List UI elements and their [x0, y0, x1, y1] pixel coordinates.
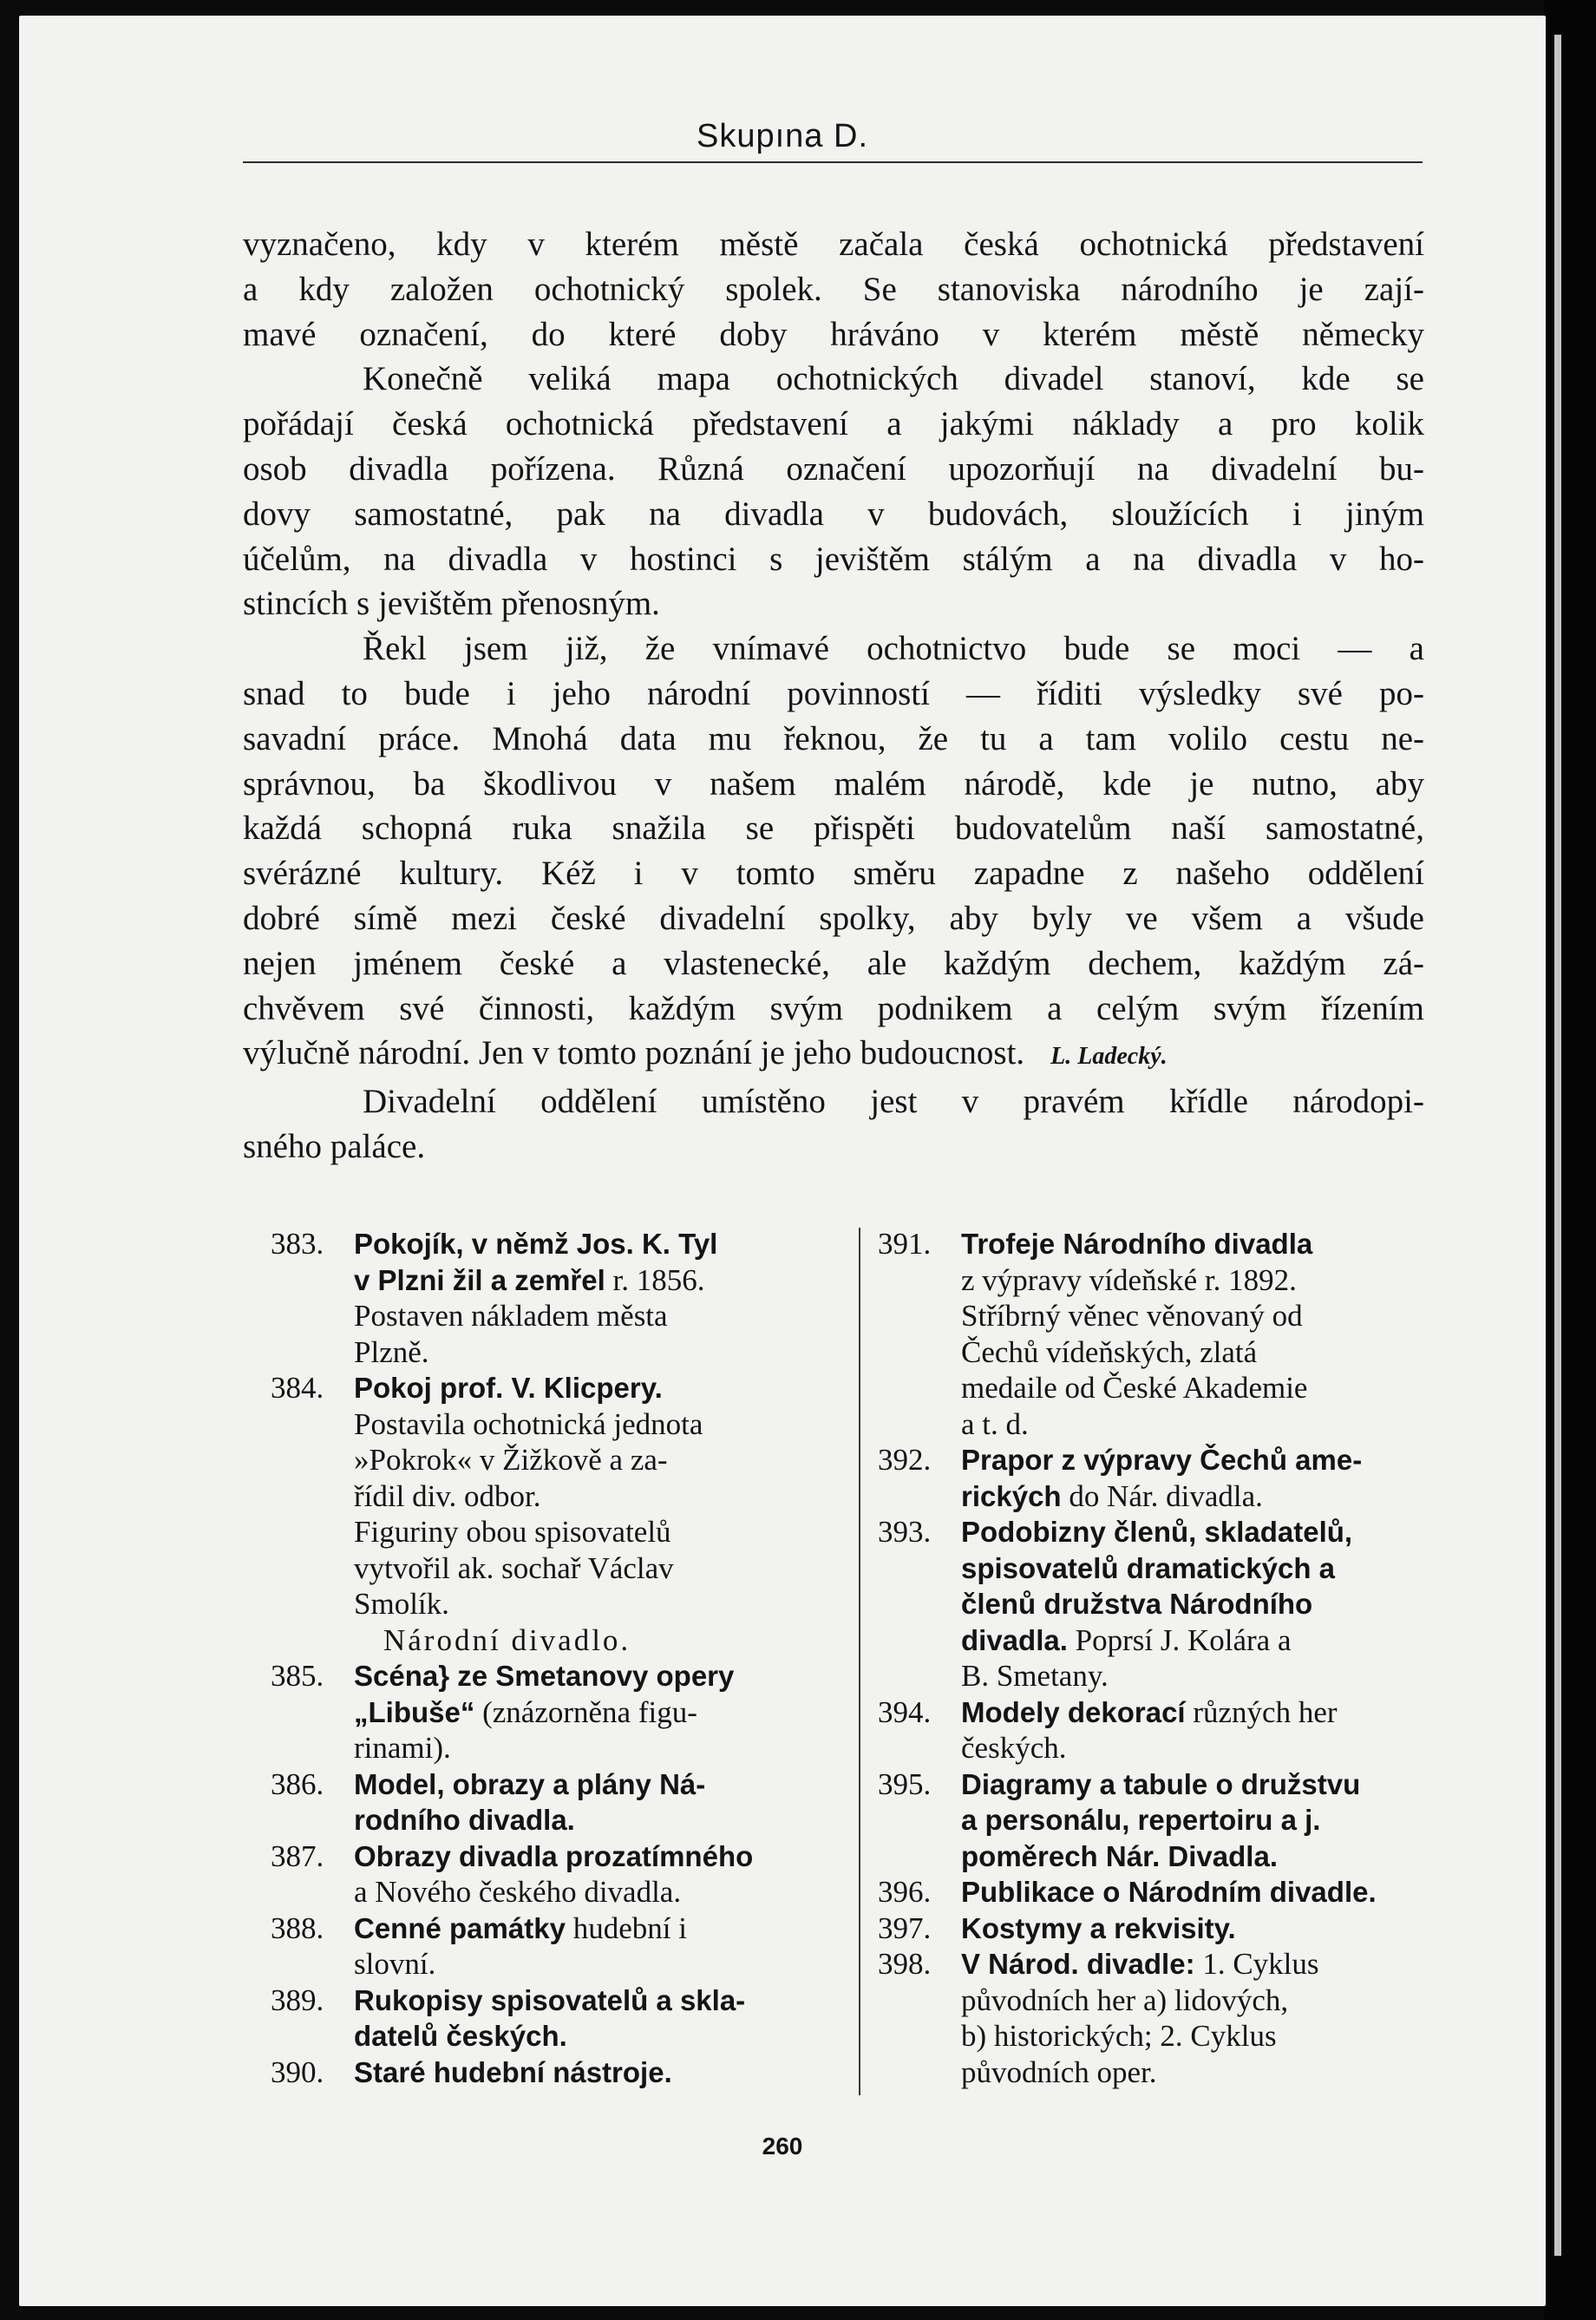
exhibit-392	[878, 1442, 1433, 1478]
exhibit-text	[961, 1694, 1433, 1731]
exhibit-number: 393.	[878, 1515, 932, 1549]
exhibit-title: a personálu, repertoiru a j.	[961, 1804, 1321, 1836]
exhibit-397	[878, 1910, 1433, 1947]
exhibit-title: Pokoj prof. V. Klicpery.	[354, 1372, 663, 1404]
exhibit-title: Diagramy a tabule o družstvu	[961, 1767, 1361, 1800]
exhibit-390	[271, 2055, 826, 2091]
exhibit-389	[271, 1982, 826, 2019]
body-line: dobré símě mezi české divadelní spolky, aby byly ve všem a všude	[243, 899, 1424, 937]
exhibit-number: 386.	[271, 1766, 324, 1801]
exhibit-note: Poprsí J. Kolára a	[1067, 1622, 1292, 1657]
exhibit-number: 396.	[878, 1875, 932, 1909]
exhibit-396	[878, 1874, 1433, 1910]
exhibit-text	[961, 1874, 1433, 1910]
exhibit-text	[354, 1658, 826, 1694]
exhibit-note: hudební i	[565, 1910, 687, 1945]
body-line: Konečně veliká mapa ochotnických divadel stanoví, kde se	[363, 360, 1424, 398]
scan-edge-line	[1554, 35, 1561, 2256]
exhibit-note: z výpravy vídeňské r. 1892.	[961, 1262, 1297, 1297]
exhibit-title: Kostymy a rekvisity.	[961, 1911, 1236, 1944]
exhibit-number: 389.	[271, 1982, 324, 2017]
exhibit-title: rodního divadla.	[354, 1804, 575, 1836]
exhibit-number: 392.	[878, 1443, 932, 1477]
exhibit-title: v Plzni žil a zemřel	[354, 1263, 605, 1296]
exhibit-393	[878, 1514, 1433, 1550]
exhibit-note: »Pokrok« v Žižkově a za-	[354, 1443, 668, 1477]
exhibit-note: a t. d.	[961, 1406, 1029, 1441]
exhibit-number: 394.	[878, 1694, 932, 1729]
exhibit-title: členů družstva Národního	[961, 1588, 1313, 1620]
exhibit-title: Rukopisy spisovatelů a skla-	[354, 1983, 746, 2016]
exhibit-text	[961, 1442, 1433, 1478]
exhibit-note: 1. Cyklus	[1194, 1947, 1319, 1981]
exhibit-395	[878, 1766, 1433, 1803]
exhibit-title: Scéna} ze Smetanovy opery	[354, 1660, 735, 1692]
exhibit-title: „Libuše“	[354, 1695, 475, 1728]
body-line: a kdy založen ochotnický spolek. Se stanoviska národního je zají-	[243, 270, 1424, 308]
exhibit-text	[354, 1910, 826, 1947]
exhibit-number: 397.	[878, 1910, 932, 1945]
exhibit-title: Pokojík, v němž Jos. K. Tyl	[354, 1228, 718, 1260]
exhibit-note: (znázorněna figu-	[474, 1694, 697, 1729]
exhibit-note: B. Smetany.	[961, 1659, 1109, 1693]
exhibit-note: Smolík.	[354, 1587, 449, 1621]
body-line: správnou, ba škodlivou v našem malém národě, kde je nutno, aby	[243, 764, 1424, 803]
exhibit-title: V Národ. divadle:	[961, 1948, 1195, 1980]
exhibit-number: 385.	[271, 1659, 324, 1693]
exhibit-number: 390.	[271, 2055, 324, 2089]
exhibit-number: 383.	[271, 1227, 324, 1261]
exhibit-line	[878, 1622, 1433, 1659]
exhibit-note: Stříbrný věnec věnovaný od	[961, 1299, 1303, 1333]
body-line: Řekl jsem již, že vnímavé ochotnictvo bude se moci — a	[363, 630, 1424, 668]
running-header: Skupına D.	[697, 118, 868, 154]
exhibit-text	[961, 1514, 1433, 1550]
exhibit-title: Modely dekorací	[961, 1695, 1186, 1728]
exhibit-title: Obrazy divadla prozatímného	[354, 1839, 754, 1872]
exhibit-line	[878, 1838, 1433, 1875]
exhibit-title: spisovatelů dramatických a	[961, 1551, 1336, 1584]
body-line: savadní práce. Mnohá data mu řeknou, že tu a tam volilo cestu ne-	[243, 719, 1424, 757]
body-line: dovy samostatné, pak na divadla v budovách, sloužících i jiným	[243, 495, 1424, 533]
exhibit-list	[271, 1226, 1433, 2107]
author-signature: L. Ladecký.	[1050, 1043, 1168, 1071]
exhibit-text	[961, 1946, 1433, 1982]
body-line: svérázné kultury. Kéž i v tomto směru zapadne z našeho oddělení	[243, 855, 1424, 893]
exhibit-title: Prapor z výpravy Čechů ame-	[961, 1444, 1363, 1476]
exhibit-number: 387.	[271, 1838, 324, 1873]
exhibit-note: a Nového českého divadla.	[354, 1875, 682, 1909]
exhibit-line	[878, 1550, 1433, 1587]
exhibit-note: r. 1856.	[605, 1262, 705, 1297]
page-number: 260	[762, 2133, 803, 2159]
exhibit-text	[354, 1982, 826, 2019]
location-line: Divadelní oddělení umístěno jest v pravém křídle národopi-	[363, 1083, 1424, 1121]
body-line	[243, 1031, 1424, 1079]
body-line: snad to bude i jeho národní povinností — říditi výsledky své po-	[243, 674, 1424, 712]
exhibit-line	[271, 1802, 826, 1838]
exhibit-note: rinami).	[354, 1731, 451, 1765]
exhibit-title: Model, obrazy a plány Ná-	[354, 1767, 706, 1800]
exhibit-text	[354, 1766, 826, 1803]
exhibit-title: Staré hudební nástroje.	[354, 2055, 672, 2088]
exhibit-text	[354, 2055, 826, 2091]
exhibit-title: Cenné památky	[354, 1911, 566, 1944]
exhibit-text	[961, 1910, 1433, 1947]
exhibit-number: 384.	[271, 1371, 324, 1405]
book-page	[19, 16, 1546, 2306]
exhibit-note: řídil div. odbor.	[354, 1478, 541, 1513]
body-line: pořádají česká ochotnická představení a jakými náklady a pro kolik	[243, 405, 1424, 443]
exhibit-number: 395.	[878, 1766, 932, 1801]
exhibit-line	[271, 1262, 826, 1299]
exhibit-number: 388.	[271, 1910, 324, 1945]
exhibit-385	[271, 1658, 826, 1694]
body-line: mavé označení, do které doby hráváno v kterém městě německy	[243, 315, 1424, 353]
body-line: nejen jménem české a vlastenecké, ale každým dechem, každým zá-	[243, 944, 1424, 982]
exhibit-note: b) historických; 2. Cyklus	[961, 2019, 1277, 2053]
body-line: stincích s jevištěm přenosným.	[243, 585, 660, 623]
body-line: účelům, na divadla v hostinci s jevištěm stálým a na divadla v ho-	[243, 540, 1424, 578]
column-divider	[859, 1228, 860, 2095]
exhibit-number: 398.	[878, 1947, 932, 1981]
scan-border	[1544, 0, 1596, 2320]
exhibit-391	[878, 1226, 1433, 1262]
exhibit-text	[961, 1226, 1433, 1262]
body-line-text: výlučně národní. Jen v tomto poznání je jeho budoucnost.	[243, 1034, 1025, 1072]
exhibit-386	[271, 1766, 826, 1803]
exhibit-column-right	[878, 1226, 1433, 2090]
exhibit-subheading: Národní divadlo.	[383, 1622, 631, 1657]
exhibit-line	[878, 1478, 1433, 1515]
exhibit-388	[271, 1910, 826, 1947]
body-text	[243, 222, 1424, 1170]
exhibit-title: Trofeje Národního divadla	[961, 1228, 1313, 1260]
exhibit-title: Podobizny členů, skladatelů,	[961, 1516, 1353, 1548]
exhibit-text	[354, 1226, 826, 1262]
exhibit-line	[271, 2018, 826, 2055]
exhibit-note: českých.	[961, 1731, 1067, 1765]
exhibit-383	[271, 1226, 826, 1262]
exhibit-note: Figuriny obou spisovatelů	[354, 1515, 671, 1549]
exhibit-note: Postavila ochotnická jednota	[354, 1406, 703, 1441]
exhibit-title: Publikace o Národním divadle.	[961, 1876, 1377, 1908]
exhibit-note: do Nár. divadla.	[1061, 1478, 1263, 1513]
body-line: vyznačeno, kdy v kterém městě začala česká ochotnická představení	[243, 226, 1424, 263]
exhibit-column-left	[271, 1226, 826, 2090]
exhibit-number: 391.	[878, 1227, 932, 1261]
exhibit-394	[878, 1694, 1433, 1731]
exhibit-text	[961, 1766, 1433, 1803]
exhibit-398	[878, 1946, 1433, 1982]
exhibit-note: Plzně.	[354, 1334, 429, 1369]
exhibit-line	[878, 1802, 1433, 1838]
exhibit-title: poměrech Nár. Divadla.	[961, 1839, 1278, 1872]
exhibit-note: původních her a) lidových,	[961, 1982, 1289, 2017]
exhibit-line	[878, 1586, 1433, 1622]
exhibit-title: rických	[961, 1479, 1062, 1512]
body-line: každá schopná ruka snažila se přispěti budovatelům naší samostatné,	[243, 809, 1424, 848]
location-line: sného paláce.	[243, 1127, 426, 1165]
exhibit-line	[271, 1694, 826, 1731]
exhibit-note: slovní.	[354, 1947, 436, 1981]
exhibit-note: Postaven nákladem města	[354, 1299, 668, 1333]
exhibit-384	[271, 1370, 826, 1406]
exhibit-title: divadla.	[961, 1623, 1068, 1656]
exhibit-text	[354, 1838, 826, 1875]
exhibit-note: Čechů vídeňských, zlatá	[961, 1334, 1258, 1369]
body-line: chvěvem své činnosti, každým svým podnikem a celým svým řízením	[243, 989, 1424, 1027]
body-line: osob divadla pořízena. Různá označení upozorňují na divadelní bu-	[243, 449, 1424, 488]
exhibit-note: medaile od České Akademie	[961, 1371, 1308, 1405]
exhibit-note: vytvořil ak. sochař Václav	[354, 1550, 674, 1585]
exhibit-title: datelů českých.	[354, 2020, 567, 2052]
exhibit-text	[354, 1370, 826, 1406]
exhibit-note: různých her	[1185, 1694, 1338, 1729]
exhibit-note: původních oper.	[961, 2055, 1157, 2089]
exhibit-387	[271, 1838, 826, 1875]
header-rule	[243, 161, 1423, 163]
